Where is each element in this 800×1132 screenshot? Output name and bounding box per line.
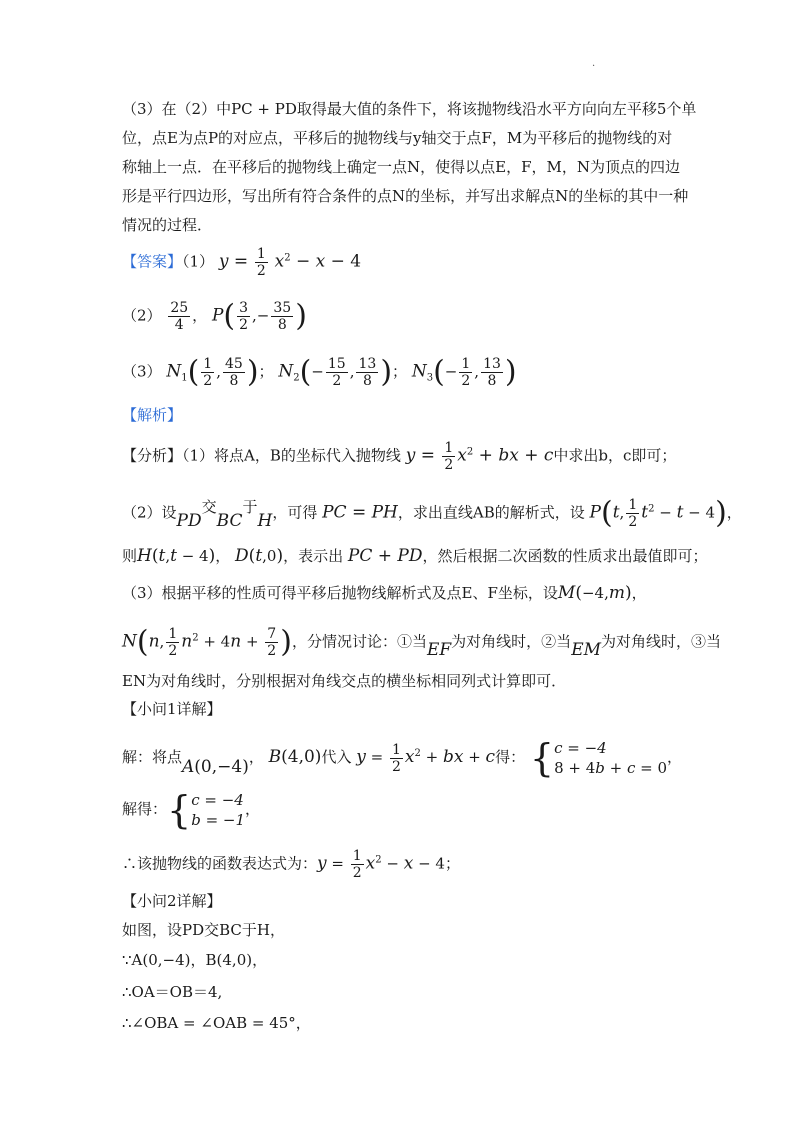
q2-line-4: ∴∠OBA = ∠OAB = 45°， [122, 1014, 311, 1032]
point-P: P [211, 305, 224, 326]
q1-line-2: 解得：{ c = −4 b = −1 ， [122, 788, 261, 832]
fenxi-line-3: 则H(t,t − 4)， D(t,0)，表示出 PC + PD，然后根据二次函数的性质求出最值即可； [122, 546, 708, 566]
answer-tag: 【答案】 [122, 252, 183, 271]
answer-1-formula: y = [218, 251, 249, 272]
q2-tag: 【小问2详解】 [122, 892, 222, 910]
q1-line-1: 解：将点A(0,−4)， B(4,0)代入 y = $\frac{1}{2}$ $x^2$ + bx + c得： { c = −4 8 + 4b + c = 0 ， [122, 736, 683, 780]
q2-line-1: 如图，设PD交BC于H， [122, 921, 285, 939]
q1-tag: 【小问1详解】 [122, 700, 222, 718]
answer-3-prefix: （3） [122, 362, 162, 381]
q2-line-3: ∴OA＝OB＝4, [122, 983, 223, 1001]
fraction: $\frac{1}{2}$ [256, 246, 266, 279]
answer-line-3: （3） $N_1$( $\frac{1}{2}$ , $\frac{45}{8}$ )； $N_2(-$ $\frac{15}{2}$ , $\frac{13}{8}$ )； $N_3(-$ $\frac{1}{2}$ , $\frac{13}{8}$ ) [122, 354, 517, 390]
problem-line-5: 情况的过程． [122, 216, 213, 234]
corner-mark: . [592, 58, 596, 69]
fenxi-line-6: EN为对角线时，分别根据对角线交点的横坐标相同列式计算即可． [122, 672, 567, 690]
problem-line-2: 位，点E为点P的对应点，平移后的抛物线与y轴交于点F，M为平移后的抛物线的对 [122, 129, 673, 147]
problem-line-4: 形是平行四边形，写出所有符合条件的点N的坐标，并写出求解点N的坐标的其中一种 [122, 187, 689, 205]
analysis-tag: 【解析】 [122, 406, 183, 424]
fenxi-line-5: N(n, $\frac{1}{2}$ $n^2 + 4n$ + $\frac{7}{2}$ )，分情况讨论：①当EF为对角线时，②当EM为对角线时，③当 [122, 624, 722, 660]
answer-line-2: （2） $\frac{25}{4}$ ， P( $\frac{3}{2}$ ,− $\frac{35}{8}$ ) [122, 298, 307, 334]
fenxi-line-2: （2）设PD交BC于H，可得 PC = PH，求出直线AB的解析式，设 P(t, $\frac{1}{2}$ $t^2 - t - 4$)， [122, 495, 742, 531]
answer-line-1: 【答案】（1） y = $\frac{1}{2}$ $x^2 - x - 4$ [122, 246, 362, 279]
q1-line-3: ∴该抛物线的函数表达式为：y = $\frac{1}{2}$ $x^2 - x - 4$； [122, 848, 460, 881]
q2-line-2: ∵A(0,−4)，B(4,0)， [122, 951, 268, 969]
problem-line-3: 称轴上一点．在平移后的抛物线上确定一点N，使得以点E，F，M，N为顶点的四边 [122, 158, 680, 176]
answer-1-prefix: （1） [182, 252, 215, 271]
fenxi-line-4: （3）根据平移的性质可得平移后抛物线解析式及点E、F坐标，设M(−4,m)， [122, 583, 647, 603]
fenxi-line-1: 【分析】（1）将点A，B的坐标代入抛物线 y = $\frac{1}{2}$ $x^2$ + bx + c中求出b，c即可； [122, 440, 677, 473]
fraction: $\frac{25}{4}$ [170, 300, 189, 333]
problem-line-1: （3）在（2）中PC + PD取得最大值的条件下，将该抛物线沿水平方向向左平移5个单 [122, 100, 697, 118]
answer-2-prefix: （2） [122, 306, 162, 325]
